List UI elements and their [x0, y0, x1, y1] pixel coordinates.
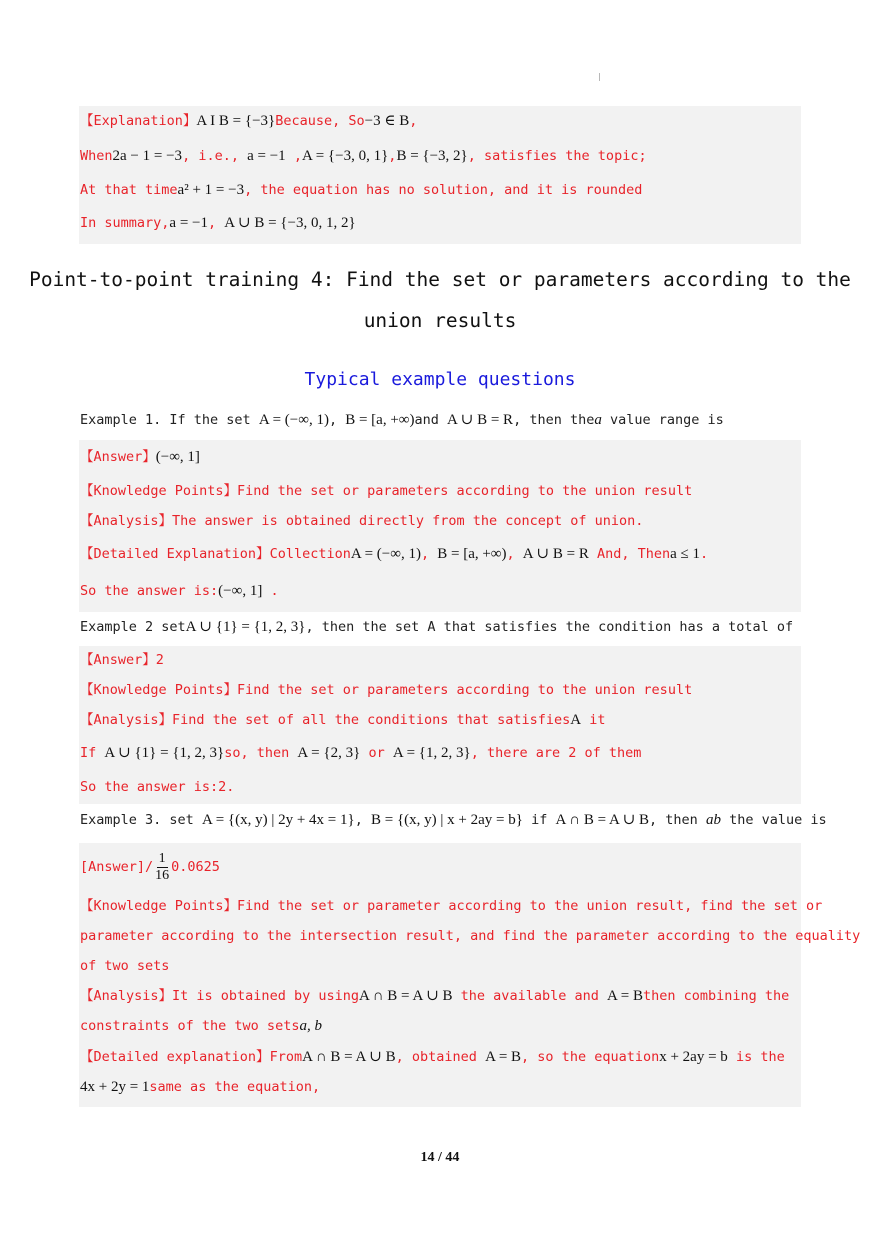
example-3-analysis-cont: constraints of the two setsa, b [80, 1018, 322, 1034]
header-mark: | [597, 72, 602, 81]
example-1-answer: 【Answer】(−∞, 1] [80, 449, 200, 465]
example-3-question: Example 3. set A = {(x, y) | 2y + 4x = 1}, B = {(x, y) | x + 2ay = b} if A ∩ B = A ∪ B, then ab the value is [80, 812, 827, 828]
explanation-line-4: In summary,a = −1, A ∪ B = {−3, 0, 1, 2} [80, 215, 356, 231]
example-3-detailed-explanation-cont: 4x + 2y = 1same as the equation, [80, 1079, 321, 1095]
example-3-answer: [Answer]/ $\frac{1}{16}$ 0.0625 [80, 850, 220, 883]
example-3-detailed-explanation: 【Detailed explanation】FromA ∩ B = A ∪ B, obtained A = B, so the equationx + 2ay = b is the [80, 1049, 785, 1065]
subsection-title: Typical example questions [304, 369, 576, 390]
example-1-detailed-explanation: 【Detailed Explanation】CollectionA = (−∞, 1), B = [a, +∞), A ∪ B = R And, Thena ≤ 1. [80, 546, 709, 562]
answer-fraction: $\frac{1}{16}$ [155, 850, 170, 883]
example-1-knowledge-points: 【Knowledge Points】Find the set or parameters according to the union result [80, 483, 693, 499]
example-3-knowledge-points-cont: parameter according to the intersection result, and find the parameter according to the equality [80, 928, 861, 944]
example-3-knowledge-points-cont-2: of two sets [80, 958, 170, 974]
example-3-knowledge-points: 【Knowledge Points】Find the set or parameter according to the union result, find the set or [80, 898, 823, 914]
example-2-knowledge-points: 【Knowledge Points】Find the set or parameters according to the union result [80, 682, 693, 698]
section-title: Point-to-point training 4: Find the set or parameters according to the [29, 268, 851, 291]
example-2-analysis: 【Analysis】Find the set of all the conditions that satisfiesA it [80, 712, 606, 728]
page-number: 14 / 44 [420, 1150, 460, 1165]
explanation-line-2: When2a − 1 = −3, i.e., a = −1 ,A = {−3, 0, 1},B = {−3, 2}, satisfies the topic; [80, 148, 647, 164]
explanation-line-3: At that timea² + 1 = −3, the equation has no solution, and it is rounded [80, 182, 643, 198]
example-1-question: Example 1. If the set A = (−∞, 1), B = [a, +∞)and A ∪ B = R, then thea value range is [80, 412, 724, 428]
example-2-conclusion: So the answer is:2. [80, 779, 235, 795]
example-2-cases: If A ∪ {1} = {1, 2, 3}so, then A = {2, 3} or A = {1, 2, 3}, there are 2 of them [80, 745, 642, 761]
example-2-answer: 【Answer】2 [80, 652, 164, 668]
example-1-analysis: 【Analysis】The answer is obtained directly from the concept of union. [80, 513, 644, 529]
example-3-analysis: 【Analysis】It is obtained by usingA ∩ B = A ∪ B the available and A = Bthen combining the [80, 988, 790, 1004]
section-title-cont: union results [363, 309, 517, 332]
explanation-line-1: 【Explanation】A I B = {−3}Because, So−3 ∈ B, [80, 113, 418, 129]
example-2-question: Example 2 setA ∪ {1} = {1, 2, 3}, then the set A that satisfies the condition has a total of [80, 619, 794, 635]
example-1-conclusion: So the answer is:(−∞, 1] . [80, 583, 279, 599]
